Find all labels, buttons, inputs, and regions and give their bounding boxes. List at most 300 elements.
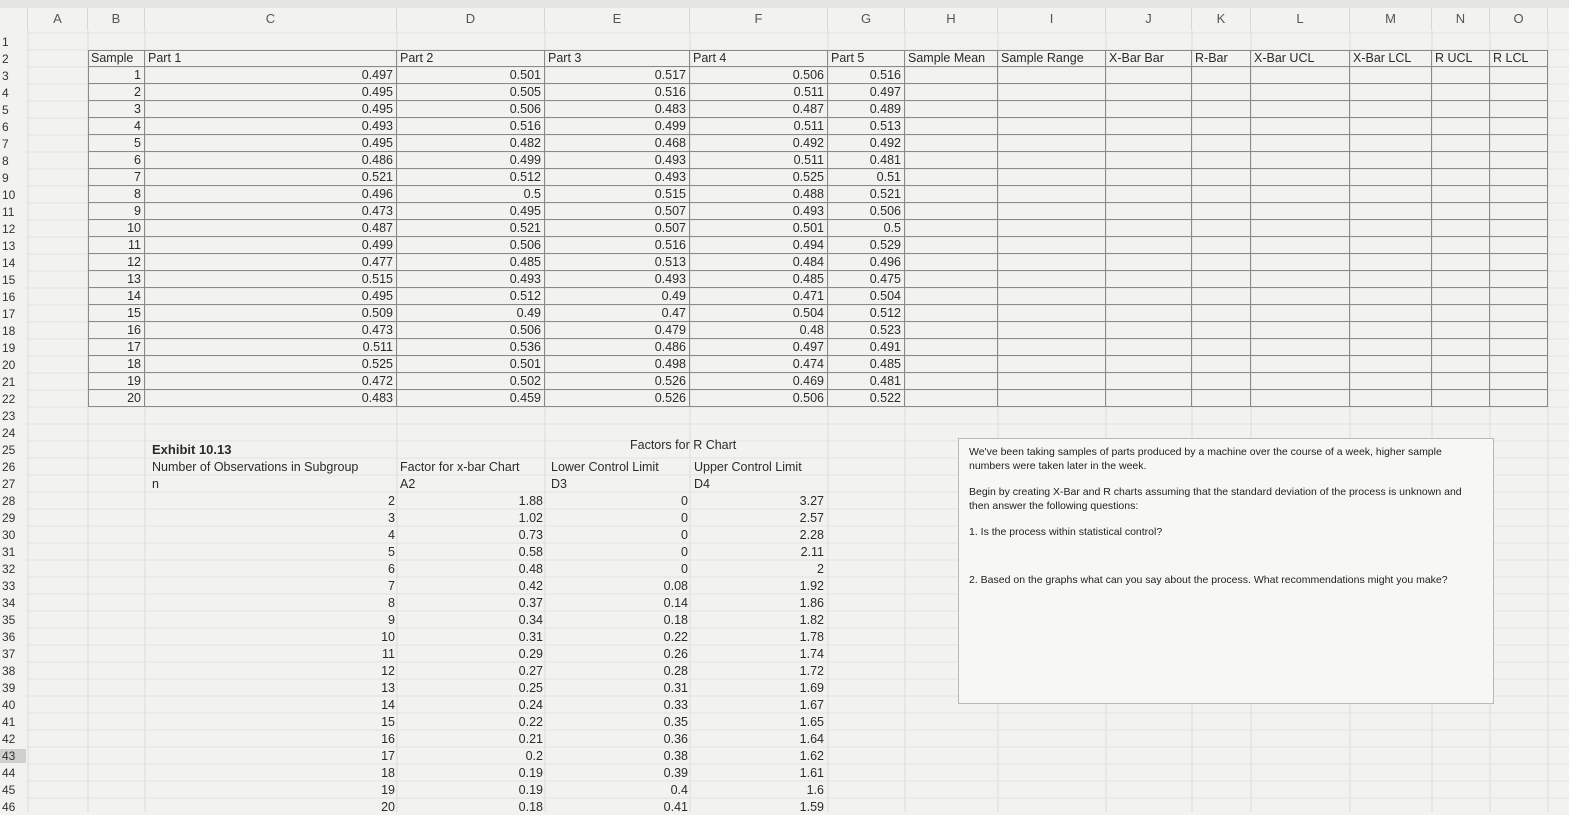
row-header-20[interactable]: 20	[2, 358, 16, 372]
exhibit-value-cell[interactable]: 20	[381, 800, 395, 814]
exhibit-value-cell[interactable]: 16	[381, 732, 395, 746]
empty-cell[interactable]	[1350, 288, 1432, 305]
empty-cell[interactable]	[1251, 220, 1350, 237]
exhibit-value-cell[interactable]: 2.11	[800, 545, 824, 559]
column-header-g[interactable]: G	[828, 8, 905, 30]
part-1-value-cell[interactable]: 0.483	[145, 390, 397, 407]
part-3-value-cell[interactable]: 0.516	[545, 237, 690, 254]
empty-cell[interactable]	[1251, 373, 1350, 390]
row-header-22[interactable]: 22	[2, 392, 16, 406]
sample-number-cell[interactable]: 4	[88, 118, 145, 135]
exhibit-value-cell[interactable]: 2	[388, 494, 395, 508]
question-text-box[interactable]	[958, 438, 1494, 704]
empty-cell[interactable]	[1490, 67, 1548, 84]
exhibit-value-cell[interactable]: 0	[681, 528, 688, 542]
part-3-value-cell[interactable]: 0.479	[545, 322, 690, 339]
row-header-32[interactable]: 32	[2, 562, 16, 576]
empty-cell[interactable]	[1432, 237, 1490, 254]
row-header-29[interactable]: 29	[2, 511, 16, 525]
empty-cell[interactable]	[1432, 356, 1490, 373]
part-2-value-cell[interactable]: 0.502	[397, 373, 545, 390]
empty-cell[interactable]	[1106, 339, 1192, 356]
part-3-value-cell[interactable]: 0.493	[545, 271, 690, 288]
part-4-value-cell[interactable]: 0.506	[690, 390, 828, 407]
column-header-i[interactable]: I	[998, 8, 1106, 30]
part-2-value-cell[interactable]: 0.501	[397, 67, 545, 84]
part-3-value-cell[interactable]: 0.526	[545, 373, 690, 390]
row-header-34[interactable]: 34	[2, 596, 16, 610]
exhibit-value-cell[interactable]: 0.37	[518, 596, 543, 610]
part-3-value-cell[interactable]: 0.468	[545, 135, 690, 152]
exhibit-value-cell[interactable]: 0.27	[518, 664, 543, 678]
row-header-19[interactable]: 19	[2, 341, 16, 355]
empty-cell[interactable]	[1106, 288, 1192, 305]
empty-cell[interactable]	[1251, 101, 1350, 118]
exhibit-value-cell[interactable]: 0.2	[525, 749, 543, 763]
row-header-25[interactable]: 25	[2, 443, 16, 457]
empty-cell[interactable]	[1192, 220, 1251, 237]
part-4-value-cell[interactable]: 0.485	[690, 271, 828, 288]
row-header-16[interactable]: 16	[2, 290, 16, 304]
empty-cell[interactable]	[1251, 84, 1350, 101]
exhibit-value-cell[interactable]: 0.22	[663, 630, 688, 644]
row-header-9[interactable]: 9	[2, 171, 9, 185]
empty-cell[interactable]	[1106, 237, 1192, 254]
column-header-b[interactable]: B	[88, 8, 145, 30]
empty-cell[interactable]	[1251, 169, 1350, 186]
empty-cell[interactable]	[1490, 237, 1548, 254]
part-4-value-cell[interactable]: 0.469	[690, 373, 828, 390]
part-2-value-cell[interactable]: 0.506	[397, 322, 545, 339]
sample-number-cell[interactable]: 3	[88, 101, 145, 118]
part-2-value-cell[interactable]: 0.493	[397, 271, 545, 288]
empty-cell[interactable]	[1192, 169, 1251, 186]
part-1-value-cell[interactable]: 0.495	[145, 135, 397, 152]
part-5-value-cell[interactable]: 0.489	[828, 101, 905, 118]
sample-number-cell[interactable]: 12	[88, 254, 145, 271]
part-4-value-cell[interactable]: 0.511	[690, 118, 828, 135]
empty-cell[interactable]	[1192, 271, 1251, 288]
exhibit-value-cell[interactable]: 19	[381, 783, 395, 797]
exhibit-value-cell[interactable]: 3	[388, 511, 395, 525]
row-header-18[interactable]: 18	[2, 324, 16, 338]
exhibit-value-cell[interactable]: 0.29	[518, 647, 543, 661]
row-header-40[interactable]: 40	[2, 698, 16, 712]
exhibit-value-cell[interactable]: 0.19	[518, 766, 543, 780]
select-all-corner[interactable]	[0, 8, 28, 30]
exhibit-value-cell[interactable]: 0.58	[518, 545, 543, 559]
part-4-value-cell[interactable]: 0.511	[690, 84, 828, 101]
empty-cell[interactable]	[1490, 390, 1548, 407]
part-3-value-cell[interactable]: 0.47	[545, 305, 690, 322]
empty-cell[interactable]	[1432, 203, 1490, 220]
sample-number-cell[interactable]: 5	[88, 135, 145, 152]
part-2-value-cell[interactable]: 0.506	[397, 101, 545, 118]
empty-cell[interactable]	[1192, 322, 1251, 339]
part-3-value-cell[interactable]: 0.515	[545, 186, 690, 203]
empty-cell[interactable]	[1350, 186, 1432, 203]
row-header-4[interactable]: 4	[2, 86, 9, 100]
part-2-value-cell[interactable]: 0.516	[397, 118, 545, 135]
exhibit-value-cell[interactable]: 1.72	[799, 664, 824, 678]
part-1-value-cell[interactable]: 0.509	[145, 305, 397, 322]
empty-cell[interactable]	[998, 67, 1106, 84]
empty-cell[interactable]	[1432, 390, 1490, 407]
empty-cell[interactable]	[1192, 101, 1251, 118]
empty-cell[interactable]	[1106, 322, 1192, 339]
exhibit-value-cell[interactable]: 17	[381, 749, 395, 763]
empty-cell[interactable]	[1490, 169, 1548, 186]
row-header-36[interactable]: 36	[2, 630, 16, 644]
part-2-value-cell[interactable]: 0.512	[397, 288, 545, 305]
empty-cell[interactable]	[905, 101, 998, 118]
part-2-value-cell[interactable]: 0.5	[397, 186, 545, 203]
part-4-value-cell[interactable]: 0.484	[690, 254, 828, 271]
sample-number-cell[interactable]: 10	[88, 220, 145, 237]
empty-cell[interactable]	[1251, 339, 1350, 356]
part-3-value-cell[interactable]: 0.526	[545, 390, 690, 407]
column-header-l[interactable]: L	[1251, 8, 1350, 30]
header-r-lcl[interactable]: R LCL	[1490, 50, 1548, 67]
row-header-5[interactable]: 5	[2, 103, 9, 117]
header-r-ucl[interactable]: R UCL	[1432, 50, 1490, 67]
exhibit-value-cell[interactable]: 1.74	[799, 647, 824, 661]
row-header-2[interactable]: 2	[2, 52, 9, 66]
exhibit-value-cell[interactable]: 0.14	[663, 596, 688, 610]
part-5-value-cell[interactable]: 0.522	[828, 390, 905, 407]
row-header-39[interactable]: 39	[2, 681, 16, 695]
part-3-value-cell[interactable]: 0.483	[545, 101, 690, 118]
part-2-value-cell[interactable]: 0.459	[397, 390, 545, 407]
part-1-value-cell[interactable]: 0.495	[145, 288, 397, 305]
empty-cell[interactable]	[1106, 169, 1192, 186]
column-header-o[interactable]: O	[1490, 8, 1548, 30]
sample-number-cell[interactable]: 2	[88, 84, 145, 101]
empty-cell[interactable]	[1490, 118, 1548, 135]
empty-cell[interactable]	[1350, 390, 1432, 407]
exhibit-value-cell[interactable]: 1.61	[799, 766, 824, 780]
row-header-31[interactable]: 31	[2, 545, 16, 559]
sample-number-cell[interactable]: 15	[88, 305, 145, 322]
empty-cell[interactable]	[1192, 118, 1251, 135]
empty-cell[interactable]	[1192, 373, 1251, 390]
empty-cell[interactable]	[1106, 203, 1192, 220]
exhibit-value-cell[interactable]: 0.19	[518, 783, 543, 797]
row-header-30[interactable]: 30	[2, 528, 16, 542]
empty-cell[interactable]	[1490, 322, 1548, 339]
empty-cell[interactable]	[1106, 135, 1192, 152]
part-4-value-cell[interactable]: 0.492	[690, 135, 828, 152]
empty-cell[interactable]	[1432, 67, 1490, 84]
part-3-value-cell[interactable]: 0.499	[545, 118, 690, 135]
empty-cell[interactable]	[1251, 67, 1350, 84]
sample-number-cell[interactable]: 19	[88, 373, 145, 390]
part-4-value-cell[interactable]: 0.494	[690, 237, 828, 254]
exhibit-value-cell[interactable]: 0.31	[663, 681, 688, 695]
empty-cell[interactable]	[1350, 305, 1432, 322]
part-3-value-cell[interactable]: 0.49	[545, 288, 690, 305]
empty-cell[interactable]	[1490, 288, 1548, 305]
empty-cell[interactable]	[998, 322, 1106, 339]
exhibit-value-cell[interactable]: 0	[681, 494, 688, 508]
empty-cell[interactable]	[1251, 390, 1350, 407]
empty-cell[interactable]	[1432, 322, 1490, 339]
exhibit-value-cell[interactable]: 0.21	[518, 732, 543, 746]
part-2-value-cell[interactable]: 0.512	[397, 169, 545, 186]
empty-cell[interactable]	[1106, 186, 1192, 203]
part-5-value-cell[interactable]: 0.485	[828, 356, 905, 373]
part-4-value-cell[interactable]: 0.487	[690, 101, 828, 118]
empty-cell[interactable]	[1432, 305, 1490, 322]
part-4-value-cell[interactable]: 0.493	[690, 203, 828, 220]
empty-cell[interactable]	[905, 339, 998, 356]
empty-cell[interactable]	[1192, 356, 1251, 373]
empty-cell[interactable]	[998, 356, 1106, 373]
exhibit-value-cell[interactable]: 13	[381, 681, 395, 695]
empty-cell[interactable]	[998, 254, 1106, 271]
exhibit-value-cell[interactable]: 0.28	[663, 664, 688, 678]
empty-cell[interactable]	[1432, 135, 1490, 152]
row-header-37[interactable]: 37	[2, 647, 16, 661]
row-header-21[interactable]: 21	[2, 375, 16, 389]
row-header-17[interactable]: 17	[2, 307, 16, 321]
part-5-value-cell[interactable]: 0.523	[828, 322, 905, 339]
row-header-43[interactable]: 43	[0, 749, 26, 763]
empty-cell[interactable]	[1432, 373, 1490, 390]
empty-cell[interactable]	[998, 101, 1106, 118]
sample-number-cell[interactable]: 20	[88, 390, 145, 407]
empty-cell[interactable]	[1106, 152, 1192, 169]
empty-cell[interactable]	[1350, 322, 1432, 339]
empty-cell[interactable]	[1432, 84, 1490, 101]
empty-cell[interactable]	[1192, 152, 1251, 169]
part-5-value-cell[interactable]: 0.496	[828, 254, 905, 271]
part-5-value-cell[interactable]: 0.521	[828, 186, 905, 203]
empty-cell[interactable]	[905, 186, 998, 203]
sample-number-cell[interactable]: 1	[88, 67, 145, 84]
part-1-value-cell[interactable]: 0.487	[145, 220, 397, 237]
exhibit-value-cell[interactable]: 2.57	[799, 511, 824, 525]
empty-cell[interactable]	[905, 305, 998, 322]
column-header-n[interactable]: N	[1432, 8, 1490, 30]
part-4-value-cell[interactable]: 0.471	[690, 288, 828, 305]
empty-cell[interactable]	[1251, 203, 1350, 220]
header-part-2[interactable]: Part 2	[397, 50, 545, 67]
column-header-k[interactable]: K	[1192, 8, 1251, 30]
row-header-35[interactable]: 35	[2, 613, 16, 627]
exhibit-value-cell[interactable]: 0.18	[663, 613, 688, 627]
exhibit-value-cell[interactable]: 0.24	[518, 698, 543, 712]
row-header-42[interactable]: 42	[2, 732, 16, 746]
row-header-8[interactable]: 8	[2, 154, 9, 168]
empty-cell[interactable]	[1490, 339, 1548, 356]
empty-cell[interactable]	[998, 271, 1106, 288]
empty-cell[interactable]	[905, 203, 998, 220]
exhibit-value-cell[interactable]: 1.86	[799, 596, 824, 610]
empty-cell[interactable]	[1106, 84, 1192, 101]
sample-number-cell[interactable]: 6	[88, 152, 145, 169]
empty-cell[interactable]	[1251, 254, 1350, 271]
empty-cell[interactable]	[1350, 101, 1432, 118]
part-3-value-cell[interactable]: 0.493	[545, 152, 690, 169]
empty-cell[interactable]	[1251, 288, 1350, 305]
row-header-10[interactable]: 10	[2, 188, 16, 202]
empty-cell[interactable]	[1106, 356, 1192, 373]
exhibit-value-cell[interactable]: 0.26	[663, 647, 688, 661]
part-4-value-cell[interactable]: 0.506	[690, 67, 828, 84]
empty-cell[interactable]	[1192, 237, 1251, 254]
part-1-value-cell[interactable]: 0.521	[145, 169, 397, 186]
part-1-value-cell[interactable]: 0.496	[145, 186, 397, 203]
exhibit-value-cell[interactable]: 5	[388, 545, 395, 559]
exhibit-value-cell[interactable]: 0.41	[663, 800, 688, 814]
empty-cell[interactable]	[998, 305, 1106, 322]
header-part-5[interactable]: Part 5	[828, 50, 905, 67]
empty-cell[interactable]	[905, 390, 998, 407]
empty-cell[interactable]	[1251, 305, 1350, 322]
empty-cell[interactable]	[1490, 356, 1548, 373]
exhibit-value-cell[interactable]: 6	[388, 562, 395, 576]
row-header-13[interactable]: 13	[2, 239, 16, 253]
exhibit-value-cell[interactable]: 1.67	[799, 698, 824, 712]
part-2-value-cell[interactable]: 0.501	[397, 356, 545, 373]
exhibit-value-cell[interactable]: 0.08	[663, 579, 688, 593]
part-4-value-cell[interactable]: 0.501	[690, 220, 828, 237]
row-header-26[interactable]: 26	[2, 460, 16, 474]
empty-cell[interactable]	[905, 220, 998, 237]
part-4-value-cell[interactable]: 0.497	[690, 339, 828, 356]
empty-cell[interactable]	[905, 288, 998, 305]
empty-cell[interactable]	[1192, 186, 1251, 203]
part-5-value-cell[interactable]: 0.492	[828, 135, 905, 152]
empty-cell[interactable]	[998, 169, 1106, 186]
sample-number-cell[interactable]: 7	[88, 169, 145, 186]
empty-cell[interactable]	[905, 373, 998, 390]
part-3-value-cell[interactable]: 0.493	[545, 169, 690, 186]
exhibit-value-cell[interactable]: 10	[381, 630, 395, 644]
empty-cell[interactable]	[998, 339, 1106, 356]
exhibit-value-cell[interactable]: 3.27	[799, 494, 824, 508]
empty-cell[interactable]	[998, 135, 1106, 152]
header-x-bar-ucl[interactable]: X-Bar UCL	[1251, 50, 1350, 67]
row-header-46[interactable]: 46	[2, 800, 16, 814]
empty-cell[interactable]	[1432, 118, 1490, 135]
exhibit-value-cell[interactable]: 0.4	[670, 783, 688, 797]
empty-cell[interactable]	[905, 152, 998, 169]
header-part-1[interactable]: Part 1	[145, 50, 397, 67]
empty-cell[interactable]	[1490, 220, 1548, 237]
part-1-value-cell[interactable]: 0.472	[145, 373, 397, 390]
part-1-value-cell[interactable]: 0.511	[145, 339, 397, 356]
empty-cell[interactable]	[1490, 84, 1548, 101]
empty-cell[interactable]	[1490, 101, 1548, 118]
empty-cell[interactable]	[1106, 254, 1192, 271]
header-part-4[interactable]: Part 4	[690, 50, 828, 67]
empty-cell[interactable]	[998, 237, 1106, 254]
empty-cell[interactable]	[998, 152, 1106, 169]
part-1-value-cell[interactable]: 0.473	[145, 322, 397, 339]
empty-cell[interactable]	[1432, 271, 1490, 288]
empty-cell[interactable]	[905, 356, 998, 373]
row-header-6[interactable]: 6	[2, 120, 9, 134]
empty-cell[interactable]	[1192, 67, 1251, 84]
empty-cell[interactable]	[905, 118, 998, 135]
empty-cell[interactable]	[1251, 186, 1350, 203]
empty-cell[interactable]	[1490, 135, 1548, 152]
part-3-value-cell[interactable]: 0.498	[545, 356, 690, 373]
empty-cell[interactable]	[998, 186, 1106, 203]
part-1-value-cell[interactable]: 0.495	[145, 101, 397, 118]
empty-cell[interactable]	[1192, 254, 1251, 271]
part-5-value-cell[interactable]: 0.5	[828, 220, 905, 237]
part-5-value-cell[interactable]: 0.481	[828, 152, 905, 169]
part-5-value-cell[interactable]: 0.51	[828, 169, 905, 186]
empty-cell[interactable]	[1432, 169, 1490, 186]
row-header-45[interactable]: 45	[2, 783, 16, 797]
empty-cell[interactable]	[905, 322, 998, 339]
header-x-bar-bar[interactable]: X-Bar Bar	[1106, 50, 1192, 67]
empty-cell[interactable]	[1106, 390, 1192, 407]
part-1-value-cell[interactable]: 0.495	[145, 84, 397, 101]
part-5-value-cell[interactable]: 0.512	[828, 305, 905, 322]
exhibit-value-cell[interactable]: 0.38	[663, 749, 688, 763]
empty-cell[interactable]	[1432, 339, 1490, 356]
part-2-value-cell[interactable]: 0.536	[397, 339, 545, 356]
empty-cell[interactable]	[1192, 305, 1251, 322]
exhibit-value-cell[interactable]: 2	[817, 562, 824, 576]
empty-cell[interactable]	[1106, 67, 1192, 84]
empty-cell[interactable]	[1432, 101, 1490, 118]
exhibit-value-cell[interactable]: 0.22	[518, 715, 543, 729]
part-4-value-cell[interactable]: 0.474	[690, 356, 828, 373]
exhibit-value-cell[interactable]: 1.65	[799, 715, 824, 729]
column-header-d[interactable]: D	[397, 8, 545, 30]
part-5-value-cell[interactable]: 0.481	[828, 373, 905, 390]
empty-cell[interactable]	[905, 271, 998, 288]
row-header-7[interactable]: 7	[2, 137, 9, 151]
header-sample-range[interactable]: Sample Range	[998, 50, 1106, 67]
exhibit-value-cell[interactable]: 8	[388, 596, 395, 610]
exhibit-value-cell[interactable]: 0	[681, 562, 688, 576]
part-2-value-cell[interactable]: 0.482	[397, 135, 545, 152]
row-header-44[interactable]: 44	[2, 766, 16, 780]
empty-cell[interactable]	[905, 135, 998, 152]
empty-cell[interactable]	[1192, 390, 1251, 407]
column-header-m[interactable]: M	[1350, 8, 1432, 30]
sample-number-cell[interactable]: 9	[88, 203, 145, 220]
exhibit-value-cell[interactable]: 1.59	[799, 800, 824, 814]
row-header-23[interactable]: 23	[2, 409, 16, 423]
empty-cell[interactable]	[1350, 220, 1432, 237]
empty-cell[interactable]	[1251, 356, 1350, 373]
exhibit-value-cell[interactable]: 1.78	[799, 630, 824, 644]
exhibit-value-cell[interactable]: 15	[381, 715, 395, 729]
exhibit-value-cell[interactable]: 7	[388, 579, 395, 593]
empty-cell[interactable]	[1350, 135, 1432, 152]
part-5-value-cell[interactable]: 0.475	[828, 271, 905, 288]
part-5-value-cell[interactable]: 0.504	[828, 288, 905, 305]
part-1-value-cell[interactable]: 0.477	[145, 254, 397, 271]
empty-cell[interactable]	[1251, 322, 1350, 339]
empty-cell[interactable]	[1350, 169, 1432, 186]
exhibit-value-cell[interactable]: 0.33	[663, 698, 688, 712]
exhibit-value-cell[interactable]: 0.31	[518, 630, 543, 644]
row-header-24[interactable]: 24	[2, 426, 16, 440]
part-3-value-cell[interactable]: 0.507	[545, 220, 690, 237]
column-header-h[interactable]: H	[905, 8, 998, 30]
header-sample-mean[interactable]: Sample Mean	[905, 50, 998, 67]
exhibit-value-cell[interactable]: 1.02	[518, 511, 543, 525]
